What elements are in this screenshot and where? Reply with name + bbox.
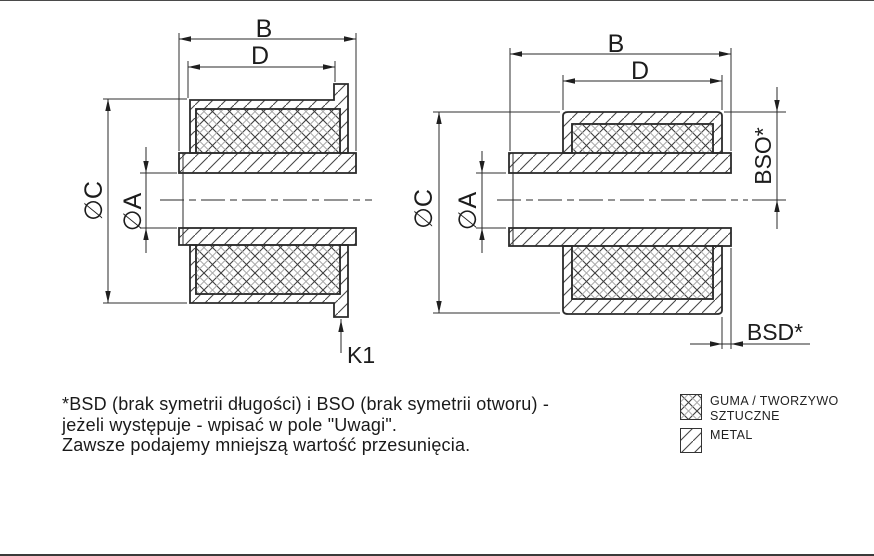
right-bushing-drawing xyxy=(410,30,810,349)
metal-diagonal-swatch-icon xyxy=(680,428,702,453)
left-rubber-lower xyxy=(196,245,340,294)
right-inner-tube-upper xyxy=(509,153,731,173)
right-dim-bso xyxy=(724,87,786,229)
right-dim-b-label: B xyxy=(607,30,625,58)
right-dim-a-label: ∅A xyxy=(454,191,482,231)
right-rubber-lower xyxy=(572,246,713,299)
footnote-line-1: *BSD (brak symetrii długości) i BSO (brak symetrii otworu) - xyxy=(62,394,550,414)
right-dim-c xyxy=(410,112,560,313)
material-legend xyxy=(680,394,842,457)
rubber-crosshatch-swatch-icon xyxy=(680,394,702,420)
footnote-line-3: Zawsze podajemy mniejszą wartość przesunięcia. xyxy=(62,435,471,455)
right-dim-d xyxy=(563,57,722,110)
technical-drawing xyxy=(0,1,874,556)
right-inner-tube-lower xyxy=(509,228,731,246)
left-dim-k1 xyxy=(341,319,375,368)
left-dim-a-label: ∅A xyxy=(119,192,147,232)
footnote xyxy=(62,394,662,456)
left-bushing-drawing xyxy=(80,15,375,368)
left-inner-tube-upper xyxy=(179,153,356,173)
legend-label-rubber: GUMA / TWORZYWO SZTUCZNE xyxy=(710,394,839,423)
right-dim-c-label: ∅C xyxy=(410,189,438,229)
legend-item-rubber xyxy=(680,394,842,424)
legend-label-metal: METAL xyxy=(710,428,753,442)
left-k1-label: K1 xyxy=(347,342,376,368)
right-dim-bsd-label: BSD* xyxy=(746,319,804,345)
footnote-line-2: jeżeli występuje - wpisać w pole "Uwagi". xyxy=(62,414,398,435)
left-dim-b-label: B xyxy=(255,15,273,43)
left-dim-d-label: D xyxy=(250,42,270,70)
right-dim-a xyxy=(454,151,506,253)
right-dim-d-label: D xyxy=(630,57,650,85)
legend-item-metal xyxy=(680,428,842,453)
left-dim-d xyxy=(188,42,335,98)
right-dim-bso-label: BSO* xyxy=(750,127,776,185)
left-dim-c-label: ∅C xyxy=(80,181,108,221)
left-inner-tube-lower xyxy=(179,228,356,245)
right-rubber-upper xyxy=(572,124,713,153)
left-rubber-upper xyxy=(196,109,340,153)
